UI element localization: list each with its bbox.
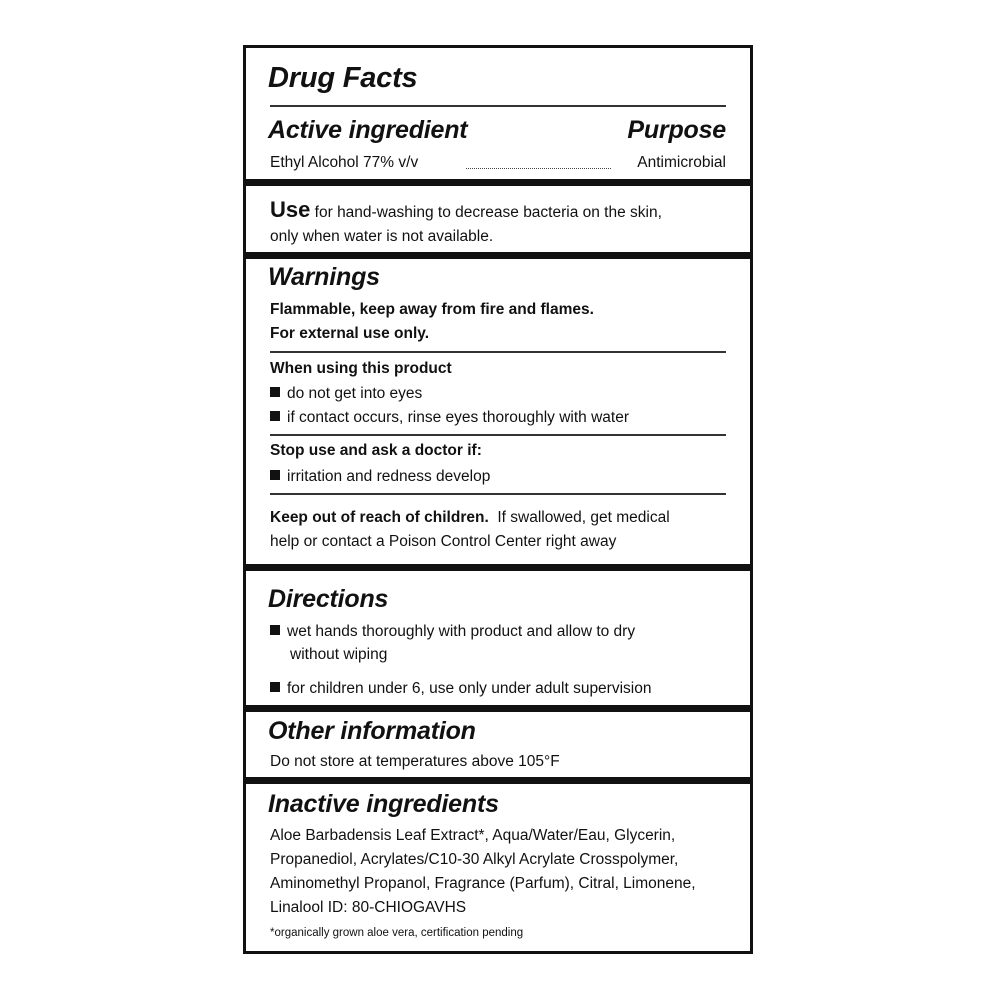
- section-divider: [246, 252, 750, 259]
- bullet-square-icon: [270, 682, 280, 692]
- other-information-heading: Other information: [268, 717, 476, 745]
- section-divider: [246, 705, 750, 712]
- warnings-flammable: Flammable, keep away from fire and flames.: [270, 301, 594, 318]
- purpose-heading: Purpose: [627, 116, 726, 144]
- keep-out-rest: If swallowed, get medical: [497, 509, 670, 526]
- list-item: do not get into eyes: [270, 385, 422, 403]
- inactive-line: Linalool ID: 80-CHIOGAVHS: [270, 899, 467, 916]
- inactive-line: Propanediol, Acrylates/C10-30 Alkyl Acrylate Crosspolymer,: [270, 851, 679, 868]
- bullet-square-icon: [270, 625, 280, 635]
- divider: [270, 493, 726, 495]
- divider: [270, 105, 726, 107]
- other-information-text: Do not store at temperatures above 105°F: [270, 753, 560, 770]
- list-item: wet hands thoroughly with product and allow to dry: [270, 623, 635, 641]
- active-ingredient-name: Ethyl Alcohol 77% v/v: [270, 154, 419, 171]
- bullet-square-icon: [270, 470, 280, 480]
- keep-out-of-reach: [270, 509, 670, 527]
- list-item: if contact occurs, rinse eyes thoroughly with water: [270, 409, 629, 427]
- inactive-ingredients-heading: Inactive ingredients: [268, 790, 499, 818]
- active-ingredient-heading: Active ingredient: [268, 116, 468, 144]
- section-divider: [246, 564, 750, 571]
- keep-out-line2: help or contact a Poison Control Center right away: [270, 533, 617, 550]
- use-heading: Use: [270, 197, 311, 222]
- divider: [270, 351, 726, 353]
- bullet-square-icon: [270, 411, 280, 421]
- warnings-heading: Warnings: [268, 263, 380, 291]
- inactive-line: Aloe Barbadensis Leaf Extract*, Aqua/Water/Eau, Glycerin,: [270, 827, 676, 844]
- leader-dots: [466, 168, 611, 169]
- use-text-line1: for hand-washing to decrease bacteria on the skin,: [314, 204, 662, 221]
- inactive-line: Aminomethyl Propanol, Fragrance (Parfum), Citral, Limonene,: [270, 875, 696, 892]
- inactive-footnote: *organically grown aloe vera, certification pending: [270, 927, 524, 939]
- list-item: for children under 6, use only under adult supervision: [270, 680, 651, 698]
- keep-out-bold: Keep out of reach of children.: [270, 509, 489, 526]
- list-item: irritation and redness develop: [270, 468, 490, 486]
- section-divider: [246, 777, 750, 784]
- use-text-line2: only when water is not available.: [270, 228, 494, 245]
- active-ingredient-purpose: Antimicrobial: [637, 154, 726, 171]
- drug-facts-title: Drug Facts: [268, 62, 418, 94]
- stop-use-heading: Stop use and ask a doctor if:: [270, 442, 482, 459]
- divider: [270, 434, 726, 436]
- when-using-heading: When using this product: [270, 360, 452, 377]
- drug-facts-label: [243, 45, 753, 954]
- bullet-square-icon: [270, 387, 280, 397]
- warnings-external-use: For external use only.: [270, 325, 430, 342]
- directions-item1-line2: without wiping: [290, 646, 388, 663]
- use-section: [270, 197, 662, 222]
- section-divider: [246, 179, 750, 186]
- directions-heading: Directions: [268, 585, 389, 613]
